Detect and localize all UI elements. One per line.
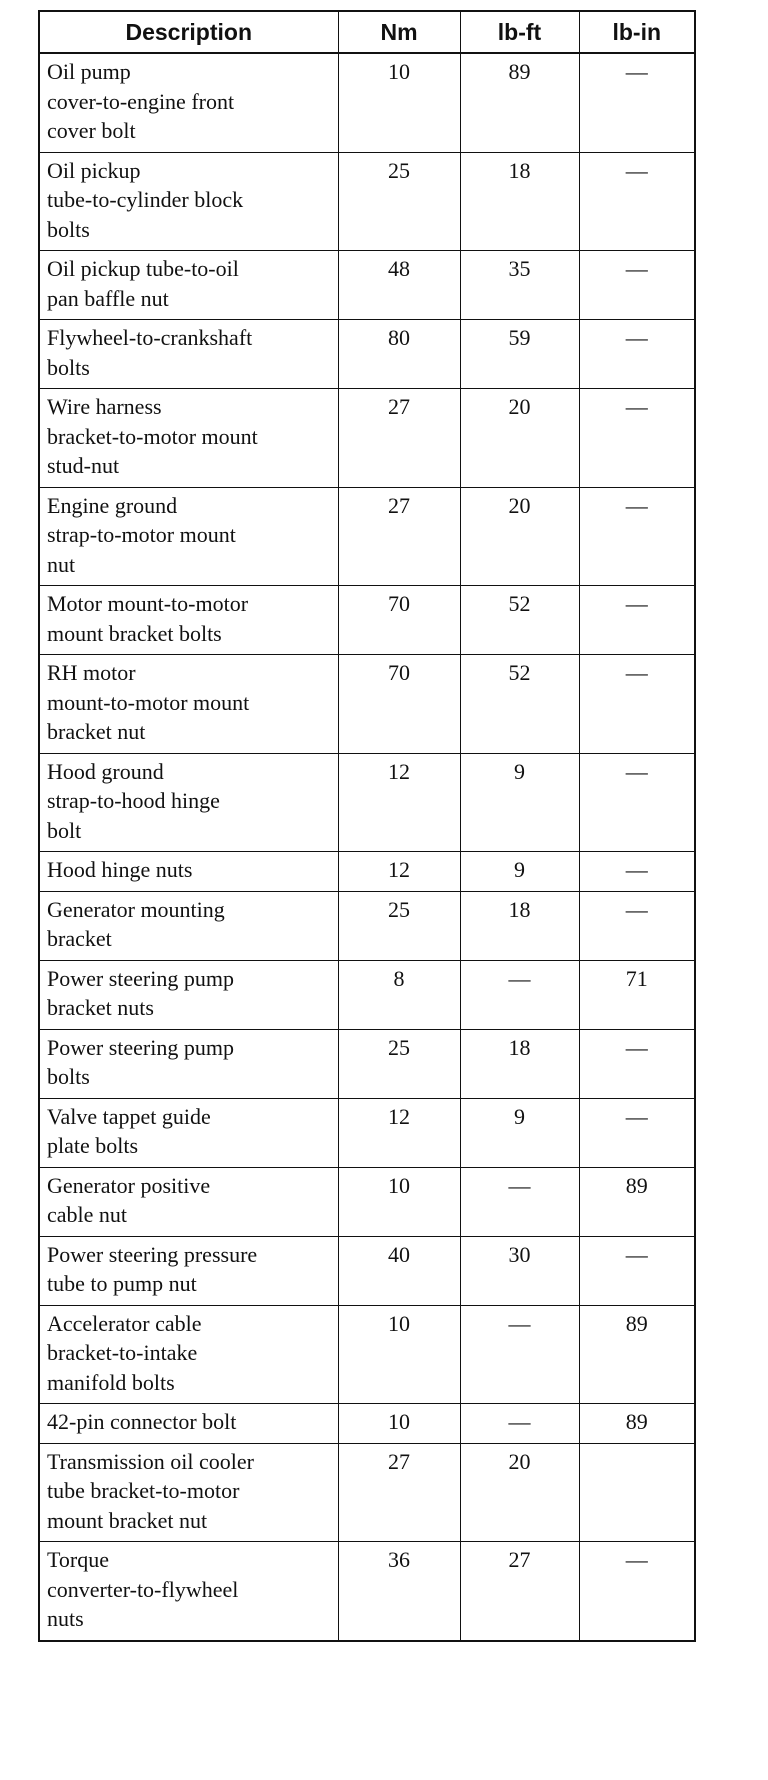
cell-nm: 10 xyxy=(338,53,460,152)
cell-description: Generator mounting bracket xyxy=(39,891,338,960)
cell-lbft: 20 xyxy=(460,487,579,586)
table-row xyxy=(39,1404,695,1444)
cell-lbin: — xyxy=(579,320,695,389)
table-row xyxy=(39,1542,695,1641)
table-row xyxy=(39,1167,695,1236)
cell-lbft: 27 xyxy=(460,1542,579,1641)
cell-lbft: 9 xyxy=(460,753,579,852)
cell-lbft: 35 xyxy=(460,251,579,320)
header-lbft: lb-ft xyxy=(460,11,579,53)
cell-lbin: — xyxy=(579,1098,695,1167)
table-row xyxy=(39,389,695,488)
cell-description: Hood hinge nuts xyxy=(39,852,338,892)
table-row xyxy=(39,53,695,152)
cell-nm: 36 xyxy=(338,1542,460,1641)
cell-nm: 8 xyxy=(338,960,460,1029)
cell-lbin: — xyxy=(579,152,695,251)
cell-lbft: 20 xyxy=(460,1443,579,1542)
cell-nm: 12 xyxy=(338,1098,460,1167)
cell-nm: 40 xyxy=(338,1236,460,1305)
cell-description: Power steering pump bracket nuts xyxy=(39,960,338,1029)
cell-lbin: — xyxy=(579,655,695,754)
table-row xyxy=(39,1443,695,1542)
cell-nm: 12 xyxy=(338,852,460,892)
cell-description: Generator positive cable nut xyxy=(39,1167,338,1236)
cell-lbft: — xyxy=(460,1404,579,1444)
cell-lbft: 30 xyxy=(460,1236,579,1305)
cell-lbft: — xyxy=(460,1305,579,1404)
cell-lbin xyxy=(579,1443,695,1542)
table-row xyxy=(39,753,695,852)
table-row xyxy=(39,891,695,960)
table-row xyxy=(39,852,695,892)
torque-spec-table-container xyxy=(38,10,694,1642)
cell-lbft: 9 xyxy=(460,1098,579,1167)
cell-lbin: — xyxy=(579,389,695,488)
cell-description: Power steering pump bolts xyxy=(39,1029,338,1098)
table-row xyxy=(39,320,695,389)
cell-nm: 10 xyxy=(338,1305,460,1404)
header-lbin: lb-in xyxy=(579,11,695,53)
cell-lbft: 52 xyxy=(460,655,579,754)
cell-lbft: 89 xyxy=(460,53,579,152)
cell-description: Motor mount-to-motor mount bracket bolts xyxy=(39,586,338,655)
cell-nm: 25 xyxy=(338,1029,460,1098)
header-description: Description xyxy=(39,11,338,53)
cell-lbft: 18 xyxy=(460,891,579,960)
cell-lbin: 89 xyxy=(579,1404,695,1444)
cell-lbft: — xyxy=(460,1167,579,1236)
table-row xyxy=(39,960,695,1029)
torque-spec-table xyxy=(38,10,696,1642)
cell-description: 42-pin connector bolt xyxy=(39,1404,338,1444)
cell-lbin: — xyxy=(579,753,695,852)
cell-lbft: 59 xyxy=(460,320,579,389)
cell-lbin: — xyxy=(579,251,695,320)
cell-lbin: — xyxy=(579,1029,695,1098)
table-row xyxy=(39,655,695,754)
cell-nm: 27 xyxy=(338,1443,460,1542)
cell-lbin: — xyxy=(579,53,695,152)
cell-lbin: — xyxy=(579,891,695,960)
cell-lbin: — xyxy=(579,487,695,586)
cell-nm: 10 xyxy=(338,1167,460,1236)
cell-lbin: — xyxy=(579,1542,695,1641)
table-row xyxy=(39,152,695,251)
cell-description: Wire harness bracket-to-motor mount stud-nut xyxy=(39,389,338,488)
table-row xyxy=(39,1029,695,1098)
cell-description: Oil pickup tube-to-cylinder block bolts xyxy=(39,152,338,251)
cell-description: Valve tappet guide plate bolts xyxy=(39,1098,338,1167)
table-row xyxy=(39,1305,695,1404)
cell-nm: 70 xyxy=(338,586,460,655)
cell-lbin: — xyxy=(579,852,695,892)
table-row xyxy=(39,487,695,586)
cell-lbft: 18 xyxy=(460,1029,579,1098)
cell-nm: 10 xyxy=(338,1404,460,1444)
cell-description: Torque converter-to-flywheel nuts xyxy=(39,1542,338,1641)
cell-description: Accelerator cable bracket-to-intake manifold bolts xyxy=(39,1305,338,1404)
cell-description: Flywheel-to-crankshaft bolts xyxy=(39,320,338,389)
cell-lbft: 20 xyxy=(460,389,579,488)
cell-lbft: 18 xyxy=(460,152,579,251)
header-nm: Nm xyxy=(338,11,460,53)
cell-nm: 48 xyxy=(338,251,460,320)
cell-lbin: — xyxy=(579,1236,695,1305)
cell-description: Power steering pressure tube to pump nut xyxy=(39,1236,338,1305)
table-row xyxy=(39,586,695,655)
cell-nm: 27 xyxy=(338,389,460,488)
table-row xyxy=(39,251,695,320)
cell-nm: 27 xyxy=(338,487,460,586)
cell-description: Hood ground strap-to-hood hinge bolt xyxy=(39,753,338,852)
cell-lbin: — xyxy=(579,586,695,655)
cell-lbin: 89 xyxy=(579,1167,695,1236)
cell-nm: 80 xyxy=(338,320,460,389)
cell-lbin: 71 xyxy=(579,960,695,1029)
cell-nm: 70 xyxy=(338,655,460,754)
header-row xyxy=(39,11,695,53)
table-body xyxy=(39,53,695,1641)
cell-lbin: 89 xyxy=(579,1305,695,1404)
table-row xyxy=(39,1098,695,1167)
cell-nm: 25 xyxy=(338,152,460,251)
cell-description: Oil pump cover-to-engine front cover bolt xyxy=(39,53,338,152)
cell-lbft: 52 xyxy=(460,586,579,655)
cell-lbft: 9 xyxy=(460,852,579,892)
cell-lbft: — xyxy=(460,960,579,1029)
cell-description: RH motor mount-to-motor mount bracket nut xyxy=(39,655,338,754)
cell-nm: 12 xyxy=(338,753,460,852)
cell-description: Engine ground strap-to-motor mount nut xyxy=(39,487,338,586)
cell-description: Transmission oil cooler tube bracket-to-motor mount bracket nut xyxy=(39,1443,338,1542)
table-row xyxy=(39,1236,695,1305)
cell-description: Oil pickup tube-to-oil pan baffle nut xyxy=(39,251,338,320)
cell-nm: 25 xyxy=(338,891,460,960)
